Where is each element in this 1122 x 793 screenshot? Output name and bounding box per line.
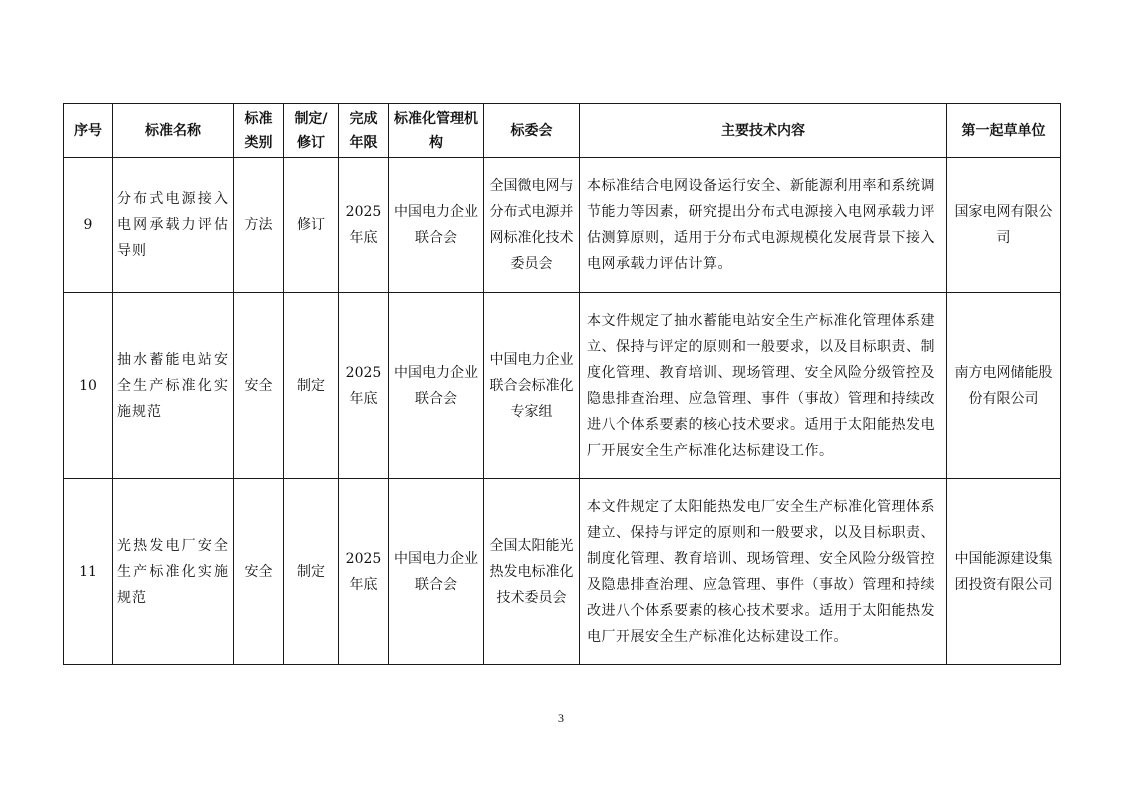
cell-deadline: 2025年底 (339, 479, 389, 665)
cell-drafter: 中国能源建设集团投资有限公司 (947, 479, 1061, 665)
cell-seq: 9 (64, 158, 113, 293)
cell-org: 中国电力企业联合会 (389, 479, 484, 665)
cell-deadline: 2025年底 (339, 293, 389, 479)
cell-type: 制定 (284, 479, 339, 665)
header-content: 主要技术内容 (580, 104, 947, 158)
header-drafter: 第一起草单位 (947, 104, 1061, 158)
cell-org: 中国电力企业联合会 (389, 293, 484, 479)
cell-content: 本文件规定了抽水蓄能电站安全生产标准化管理体系建立、保持与评定的原则和一般要求，以及目标职责、制度化管理、教育培训、现场管理、安全风险分级管控及隐患排查治理、应急管理、事件（事故）管理和持续改进八个体系要素的核心技术要求。适用于太阳能热发电厂开展安全生产标准化达标建设工作。 (580, 293, 947, 479)
cell-category: 安全 (234, 479, 284, 665)
table-row (64, 158, 1061, 293)
header-seq: 序号 (64, 104, 113, 158)
header-category: 标准类别 (234, 104, 284, 158)
header-deadline: 完成年限 (339, 104, 389, 158)
cell-drafter: 国家电网有限公司 (947, 158, 1061, 293)
cell-category: 方法 (234, 158, 284, 293)
cell-content: 本标准结合电网设备运行安全、新能源利用率和系统调节能力等因素，研究提出分布式电源接入电网承载力评估测算原则，适用于分布式电源规模化发展背景下接入电网承载力评估计算。 (580, 158, 947, 293)
cell-name: 光热发电厂安全生产标准化实施规范 (113, 479, 234, 665)
cell-deadline: 2025年底 (339, 158, 389, 293)
table-header-row (64, 104, 1061, 158)
page-number: 3 (558, 711, 564, 725)
cell-name: 抽水蓄能电站安全生产标准化实施规范 (113, 293, 234, 479)
cell-committee: 全国太阳能光热发电标准化技术委员会 (484, 479, 580, 665)
cell-seq: 11 (64, 479, 113, 665)
cell-org: 中国电力企业联合会 (389, 158, 484, 293)
cell-seq: 10 (64, 293, 113, 479)
cell-name: 分布式电源接入电网承载力评估导则 (113, 158, 234, 293)
cell-category: 安全 (234, 293, 284, 479)
standards-table-container (63, 103, 1060, 665)
cell-type: 修订 (284, 158, 339, 293)
table-row (64, 479, 1061, 665)
cell-drafter: 南方电网储能股份有限公司 (947, 293, 1061, 479)
cell-committee: 中国电力企业联合会标准化专家组 (484, 293, 580, 479)
header-org: 标准化管理机构 (389, 104, 484, 158)
header-type: 制定/修订 (284, 104, 339, 158)
cell-type: 制定 (284, 293, 339, 479)
cell-committee: 全国微电网与分布式电源并网标准化技术委员会 (484, 158, 580, 293)
table-row (64, 293, 1061, 479)
cell-content: 本文件规定了太阳能热发电厂安全生产标准化管理体系建立、保持与评定的原则和一般要求，以及目标职责、制度化管理、教育培训、现场管理、安全风险分级管控及隐患排查治理、应急管理、事件（事故）管理和持续改进八个体系要素的核心技术要求。适用于太阳能热发电厂开展安全生产标准化达标建设工作。 (580, 479, 947, 665)
header-committee: 标委会 (484, 104, 580, 158)
standards-table (63, 103, 1061, 665)
header-name: 标准名称 (113, 104, 234, 158)
